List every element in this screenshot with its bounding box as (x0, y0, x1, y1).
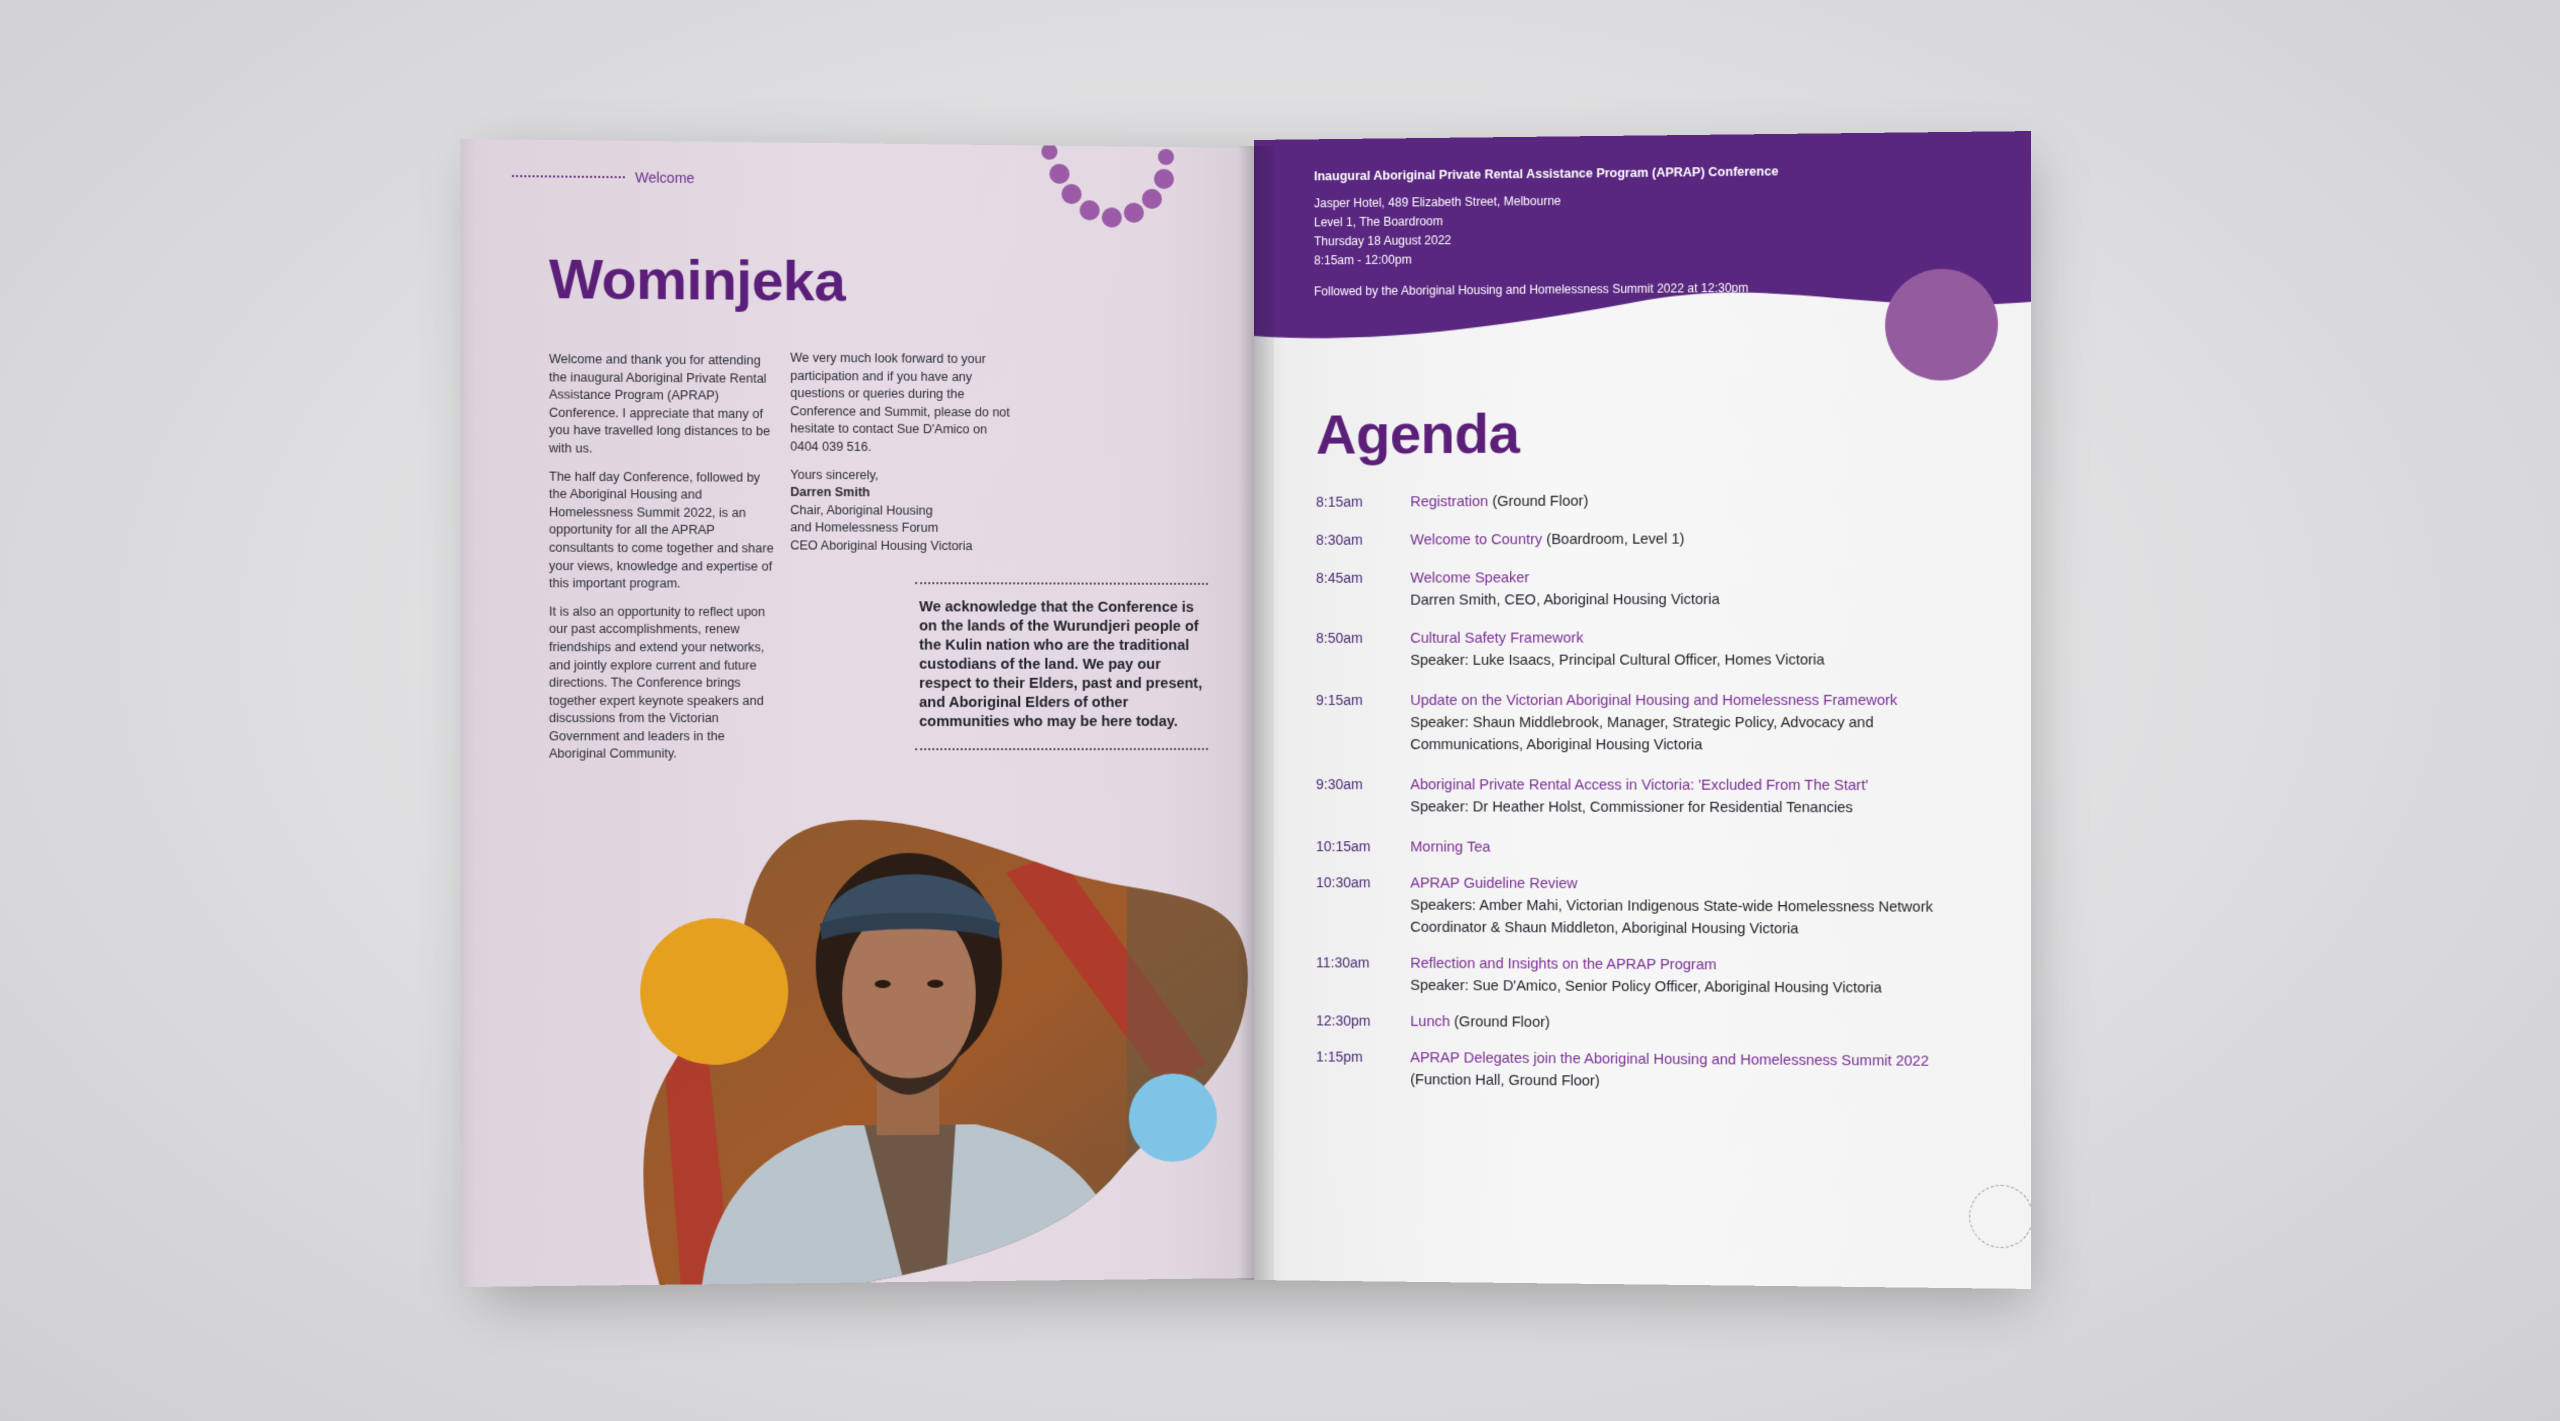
agenda-item (1410, 627, 1824, 672)
dashed-circle-decoration (1969, 1185, 2031, 1249)
agenda-item-speaker: Speaker: Luke Isaacs, Principal Cultural Officer, Homes Victoria (1410, 652, 1825, 669)
agenda-item-location: (Ground Floor) (1450, 1014, 1550, 1031)
dotted-rule (512, 175, 625, 178)
welcome-paragraph: The half day Conference, followed by the Aboriginal Housing and Homelessness Summit 2022, is an opportunity for all the APRAP consultants to come together and share your views, knowledge and expertise of this important program. (548, 469, 774, 591)
agenda-item-location: (Ground Floor) (1488, 493, 1589, 511)
agenda-time: 8:50am (1315, 629, 1363, 646)
agenda-title: Agenda (1315, 401, 1520, 466)
left-page (460, 139, 1258, 1287)
signer-role: Chair, Aboriginal Housing (790, 502, 933, 518)
agenda-time: 1:15pm (1315, 1048, 1363, 1065)
agenda-time: 10:15am (1315, 838, 1371, 855)
book-spine (1238, 146, 1274, 1280)
agenda-item (1410, 873, 1975, 942)
agenda-item-speaker: Speaker: Shaun Middlebrook, Manager, Strategic Policy, Advocacy and Communications, Aboriginal Housing Victoria (1410, 715, 1874, 754)
agenda-time: 10:30am (1315, 874, 1371, 891)
welcome-column-2 (790, 350, 1015, 556)
conference-title: Inaugural Aboriginal Private Rental Assistance Program (APRAP) Conference (1313, 164, 1779, 184)
signer-role: CEO Aboriginal Housing Victoria (790, 538, 973, 554)
agenda-row (1316, 627, 1975, 672)
signer-name: Darren Smith (790, 485, 871, 500)
agenda-row (1316, 774, 1975, 819)
decorative-orange-circle (640, 918, 788, 1065)
agenda-item-title: Registration (1410, 493, 1489, 511)
agenda-item-title: Reflection and Insights on the APRAP Program (1410, 955, 1717, 974)
agenda-row (1316, 1010, 1975, 1036)
agenda-item-speaker: Speaker: Sue D'Amico, Senior Policy Officer, Aboriginal Housing Victoria (1410, 977, 1882, 997)
agenda-item (1410, 1011, 1550, 1034)
agenda-row (1316, 489, 1975, 514)
agenda-time: 8:45am (1315, 569, 1363, 586)
event-date: Thursday 18 August 2022 (1313, 233, 1452, 249)
agenda-item (1410, 690, 1975, 757)
agenda-item (1410, 491, 1588, 514)
agenda-row (1316, 836, 1975, 860)
agenda-item-title: Lunch (1410, 1013, 1451, 1031)
room: Level 1, The Boardroom (1313, 214, 1443, 230)
agenda-item (1410, 567, 1719, 612)
section-title: Welcome (635, 169, 695, 187)
page-title: Wominjeka (548, 246, 846, 313)
agenda-row (1316, 952, 1975, 1000)
contact-paragraph: We very much look forward to your participation and if you have any questions or queries during the Conference and Summit, please do not hesitate to contact Sue D'Amico on 0404 039 516. (790, 350, 1010, 454)
dot-arc-decoration (460, 139, 1258, 148)
agenda-time: 12:30pm (1315, 1012, 1371, 1029)
agenda-item-title: Cultural Safety Framework (1410, 630, 1584, 647)
agenda-time: 8:30am (1315, 531, 1363, 548)
acknowledgement-of-country: We acknowledge that the Conference is on the lands of the Wurundjeri people of the Kulin nation who are the traditional custodians of the land. We pay our respect to their Elders, past and present, and Aboriginal Elders of other communities who may be here today. (915, 582, 1208, 750)
agenda-row (1316, 527, 1975, 551)
welcome-paragraph: It is also an opportunity to reflect upon our past accomplishments, renew friendships and extend your networks, and jointly explore current and future directions. The Conference brings together expert keynote speakers and discussions from the Victorian Government and leaders in the Aboriginal Community. (548, 604, 766, 762)
agenda-item-speaker: Speakers: Amber Mahi, Victorian Indigenous State-wide Homelessness Network Coordinator & Shaun Middleton, Aboriginal Housing Victoria (1410, 897, 1933, 938)
signer-role: and Homelessness Forum (790, 520, 939, 536)
sign-off: Yours sincerely, (790, 467, 879, 482)
agenda-item-speaker: (Function Hall, Ground Floor) (1410, 1072, 1600, 1090)
agenda-item-location: (Boardroom, Level 1) (1542, 531, 1685, 549)
agenda-item-title: Aboriginal Private Rental Access in Victoria: 'Excluded From The Start' (1410, 777, 1869, 795)
agenda-item-title: Update on the Victorian Aboriginal Housing and Homelessness Framework (1410, 692, 1898, 709)
event-time: 8:15am - 12:00pm (1313, 252, 1412, 268)
welcome-column-1 (549, 351, 776, 774)
agenda-item-speaker: Darren Smith, CEO, Aboriginal Housing Victoria (1410, 591, 1720, 609)
agenda-row (1316, 872, 1975, 941)
agenda-row (1316, 1046, 1975, 1095)
followed-by: Followed by the Aboriginal Housing and Homelessness Summit 2022 at 12:30pm (1313, 280, 1749, 299)
section-label (512, 168, 695, 186)
agenda-item (1410, 953, 1882, 1000)
agenda-item (1410, 774, 1868, 819)
agenda-row (1316, 566, 1975, 612)
agenda-time: 9:30am (1315, 776, 1363, 793)
agenda-time: 9:15am (1315, 691, 1363, 708)
agenda-list (1316, 489, 1975, 1096)
agenda-item-title: APRAP Guideline Review (1410, 875, 1578, 893)
decorative-blue-circle (1129, 1073, 1217, 1162)
agenda-time: 8:15am (1315, 493, 1363, 510)
decorative-purple-circle (1885, 268, 1998, 380)
agenda-item (1410, 528, 1684, 551)
agenda-row (1316, 690, 1975, 757)
conference-details (1314, 161, 1881, 301)
agenda-item-title: Morning Tea (1410, 839, 1491, 856)
agenda-time: 11:30am (1315, 954, 1370, 971)
agenda-item (1410, 836, 1490, 858)
agenda-item-speaker: Speaker: Dr Heather Holst, Commissioner for Residential Tenancies (1410, 799, 1853, 817)
agenda-item-title: APRAP Delegates join the Aboriginal Housing and Homelessness Summit 2022 (1410, 1050, 1929, 1070)
agenda-item (1410, 1047, 1929, 1095)
right-page (1254, 131, 2031, 1289)
venue: Jasper Hotel, 489 Elizabeth Street, Melbourne (1313, 193, 1561, 211)
agenda-item-title: Welcome to Country (1410, 531, 1543, 549)
welcome-paragraph: Welcome and thank you for attending the inaugural Aboriginal Private Rental Assistance Program (APRAP) Conference. I appreciate that many of you have travelled long distances to be with us. (548, 351, 771, 456)
agenda-item-title: Welcome Speaker (1410, 570, 1530, 587)
